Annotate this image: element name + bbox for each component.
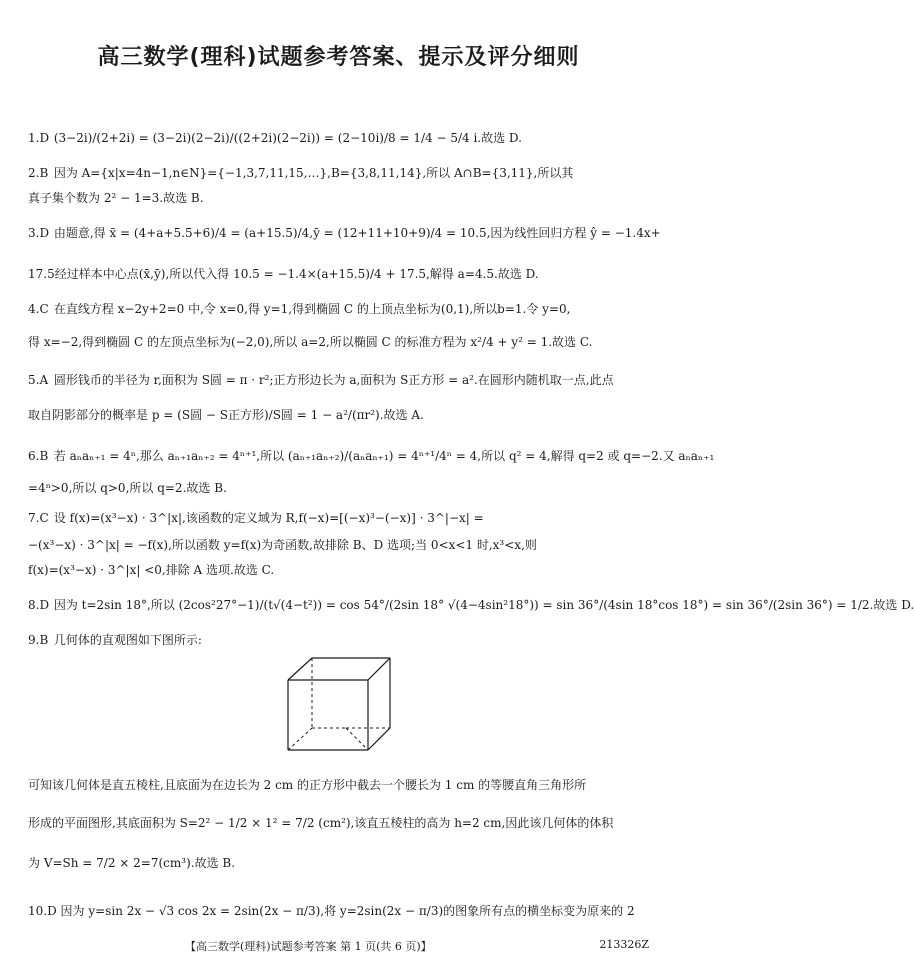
- answer-text: 可知该几何体是直五棱柱,且底面为在边长为 2 cm 的正方形中截去一个腰长为 1 cm 的等腰直角三角形所: [28, 778, 587, 792]
- answer-text: (3−2i)/(2+2i) = (3−2i)(2−2i)/((2+2i)(2−2i)) = (2−10i)/8 = 1/4 − 5/4 i.故选 D.: [53, 131, 522, 145]
- answer-text: 因为 A={x|x=4n−1,n∈N}={−1,3,7,11,15,…},B={3,8,11,14},所以 A∩B={3,11},所以其: [53, 166, 574, 180]
- answer-line: [28, 480, 655, 496]
- document-code: 213326Z: [599, 938, 649, 951]
- prism-figure: [282, 650, 402, 755]
- answer-number: 1.D: [28, 131, 50, 145]
- answer-text: 圆形钱币的半径为 r,面积为 S圆 = π · r²;正方形边长为 a,面积为 S正方形 = a².在圆形内随机取一点,此点: [53, 373, 614, 387]
- answer-text: =4ⁿ>0,所以 q>0,所以 q=2.故选 B.: [28, 481, 227, 495]
- answer-text: 几何体的直观图如下图所示:: [53, 633, 202, 647]
- prism-hidden-edge: [288, 728, 312, 750]
- answer-number: 10.D: [28, 904, 57, 918]
- answer-line: [28, 372, 655, 388]
- answer-line: [28, 301, 655, 317]
- answer-text: f(x)=(x³−x) · 3^|x| <0,排除 A 选项.故选 C.: [28, 563, 275, 577]
- answer-number: 7.C: [28, 511, 49, 525]
- prism-edge: [368, 658, 390, 680]
- answer-text: 设 f(x)=(x³−x) · 3^|x|,该函数的定义域为 R,f(−x)=[(−x)³−(−x)] · 3^|−x| =: [53, 511, 484, 525]
- answer-line: [28, 855, 655, 871]
- answer-line: [28, 334, 655, 350]
- answer-line: [28, 537, 655, 553]
- answer-line: [28, 225, 661, 241]
- answer-line: [28, 815, 655, 831]
- prism-hidden-edge: [346, 728, 368, 750]
- answer-number: 8.D: [28, 598, 50, 612]
- answer-text: 若 aₙaₙ₊₁ = 4ⁿ,那么 aₙ₊₁aₙ₊₂ = 4ⁿ⁺¹,所以 (aₙ₊₁aₙ₊₂)/(aₙaₙ₊₁) = 4ⁿ⁺¹/4ⁿ = 4,所以 q² = 4,解得 q=2 或 q=−2.又 aₙaₙ₊₁: [53, 449, 715, 463]
- answer-line: [28, 448, 715, 464]
- answer-line: [28, 407, 655, 423]
- answer-number: 4.C: [28, 302, 49, 316]
- answer-text: 取自阴影部分的概率是 p = (S圆 − S正方形)/S圆 = 1 − a²/(πr²).故选 A.: [28, 408, 424, 422]
- answer-text: 因为 y=sin 2x − √3 cos 2x = 2sin(2x − π/3),将 y=2sin(2x − π/3)的图象所有点的横坐标变为原来的 2: [60, 904, 635, 918]
- answer-text: 因为 t=2sin 18°,所以 (2cos²27°−1)/(t√(4−t²)) = cos 54°/(2sin 18° √(4−4sin²18°)) = sin 36°/(4sin 18°cos 18°) = sin 36°/(2sin 36°) = 1/2.故选 D.: [53, 598, 914, 612]
- answer-line: [28, 903, 655, 919]
- answer-text: 真子集个数为 2² − 1=3.故选 B.: [28, 191, 204, 205]
- answer-line: [28, 130, 655, 146]
- answer-number: 5.A: [28, 373, 49, 387]
- answer-text: 为 V=Sh = 7/2 × 2=7(cm³).故选 B.: [28, 856, 236, 870]
- answer-line: [28, 510, 655, 526]
- answer-text: 在直线方程 x−2y+2=0 中,令 x=0,得 y=1,得到椭圆 C 的上顶点坐标为(0,1),所以b=1.令 y=0,: [53, 302, 571, 316]
- answer-line: [28, 597, 914, 613]
- answer-number: 6.B: [28, 449, 49, 463]
- page-title: 高三数学(理科)试题参考答案、提示及评分细则: [97, 45, 580, 70]
- answer-line: [28, 632, 655, 648]
- answer-text: 17.5经过样本中心点(x̄,ȳ),所以代入得 10.5 = −1.4×(a+15.5)/4 + 17.5,解得 a=4.5.故选 D.: [28, 267, 539, 281]
- answer-text: 得 x=−2,得到椭圆 C 的左顶点坐标为(−2,0),所以 a=2,所以椭圆 C 的标准方程为 x²/4 + y² = 1.故选 C.: [28, 335, 593, 349]
- prism-edge: [368, 728, 390, 750]
- prism-edge: [288, 658, 312, 680]
- answer-line: [28, 266, 655, 282]
- answer-line: [28, 777, 655, 793]
- answer-number: 9.B: [28, 633, 49, 647]
- answer-text: 形成的平面图形,其底面积为 S=2² − 1/2 × 1² = 7/2 (cm²),该直五棱柱的高为 h=2 cm,因此该几何体的体积: [28, 816, 614, 830]
- answer-number: 2.B: [28, 166, 49, 180]
- answer-text: 由题意,得 x̄ = (4+a+5.5+6)/4 = (a+15.5)/4,ȳ = (12+11+10+9)/4 = 10.5,因为线性回归方程 ŷ = −1.4x+: [53, 226, 661, 240]
- page-footer: 【高三数学(理科)试题参考答案 第 1 页(共 6 页)】: [185, 940, 432, 953]
- answer-number: 3.D: [28, 226, 50, 240]
- answer-line: [28, 190, 655, 206]
- answer-line: [28, 562, 655, 578]
- answer-text: −(x³−x) · 3^|x| = −f(x),所以函数 y=f(x)为奇函数,故排除 B、D 选项;当 0<x<1 时,x³<x,则: [28, 538, 537, 552]
- answer-line: [28, 165, 655, 181]
